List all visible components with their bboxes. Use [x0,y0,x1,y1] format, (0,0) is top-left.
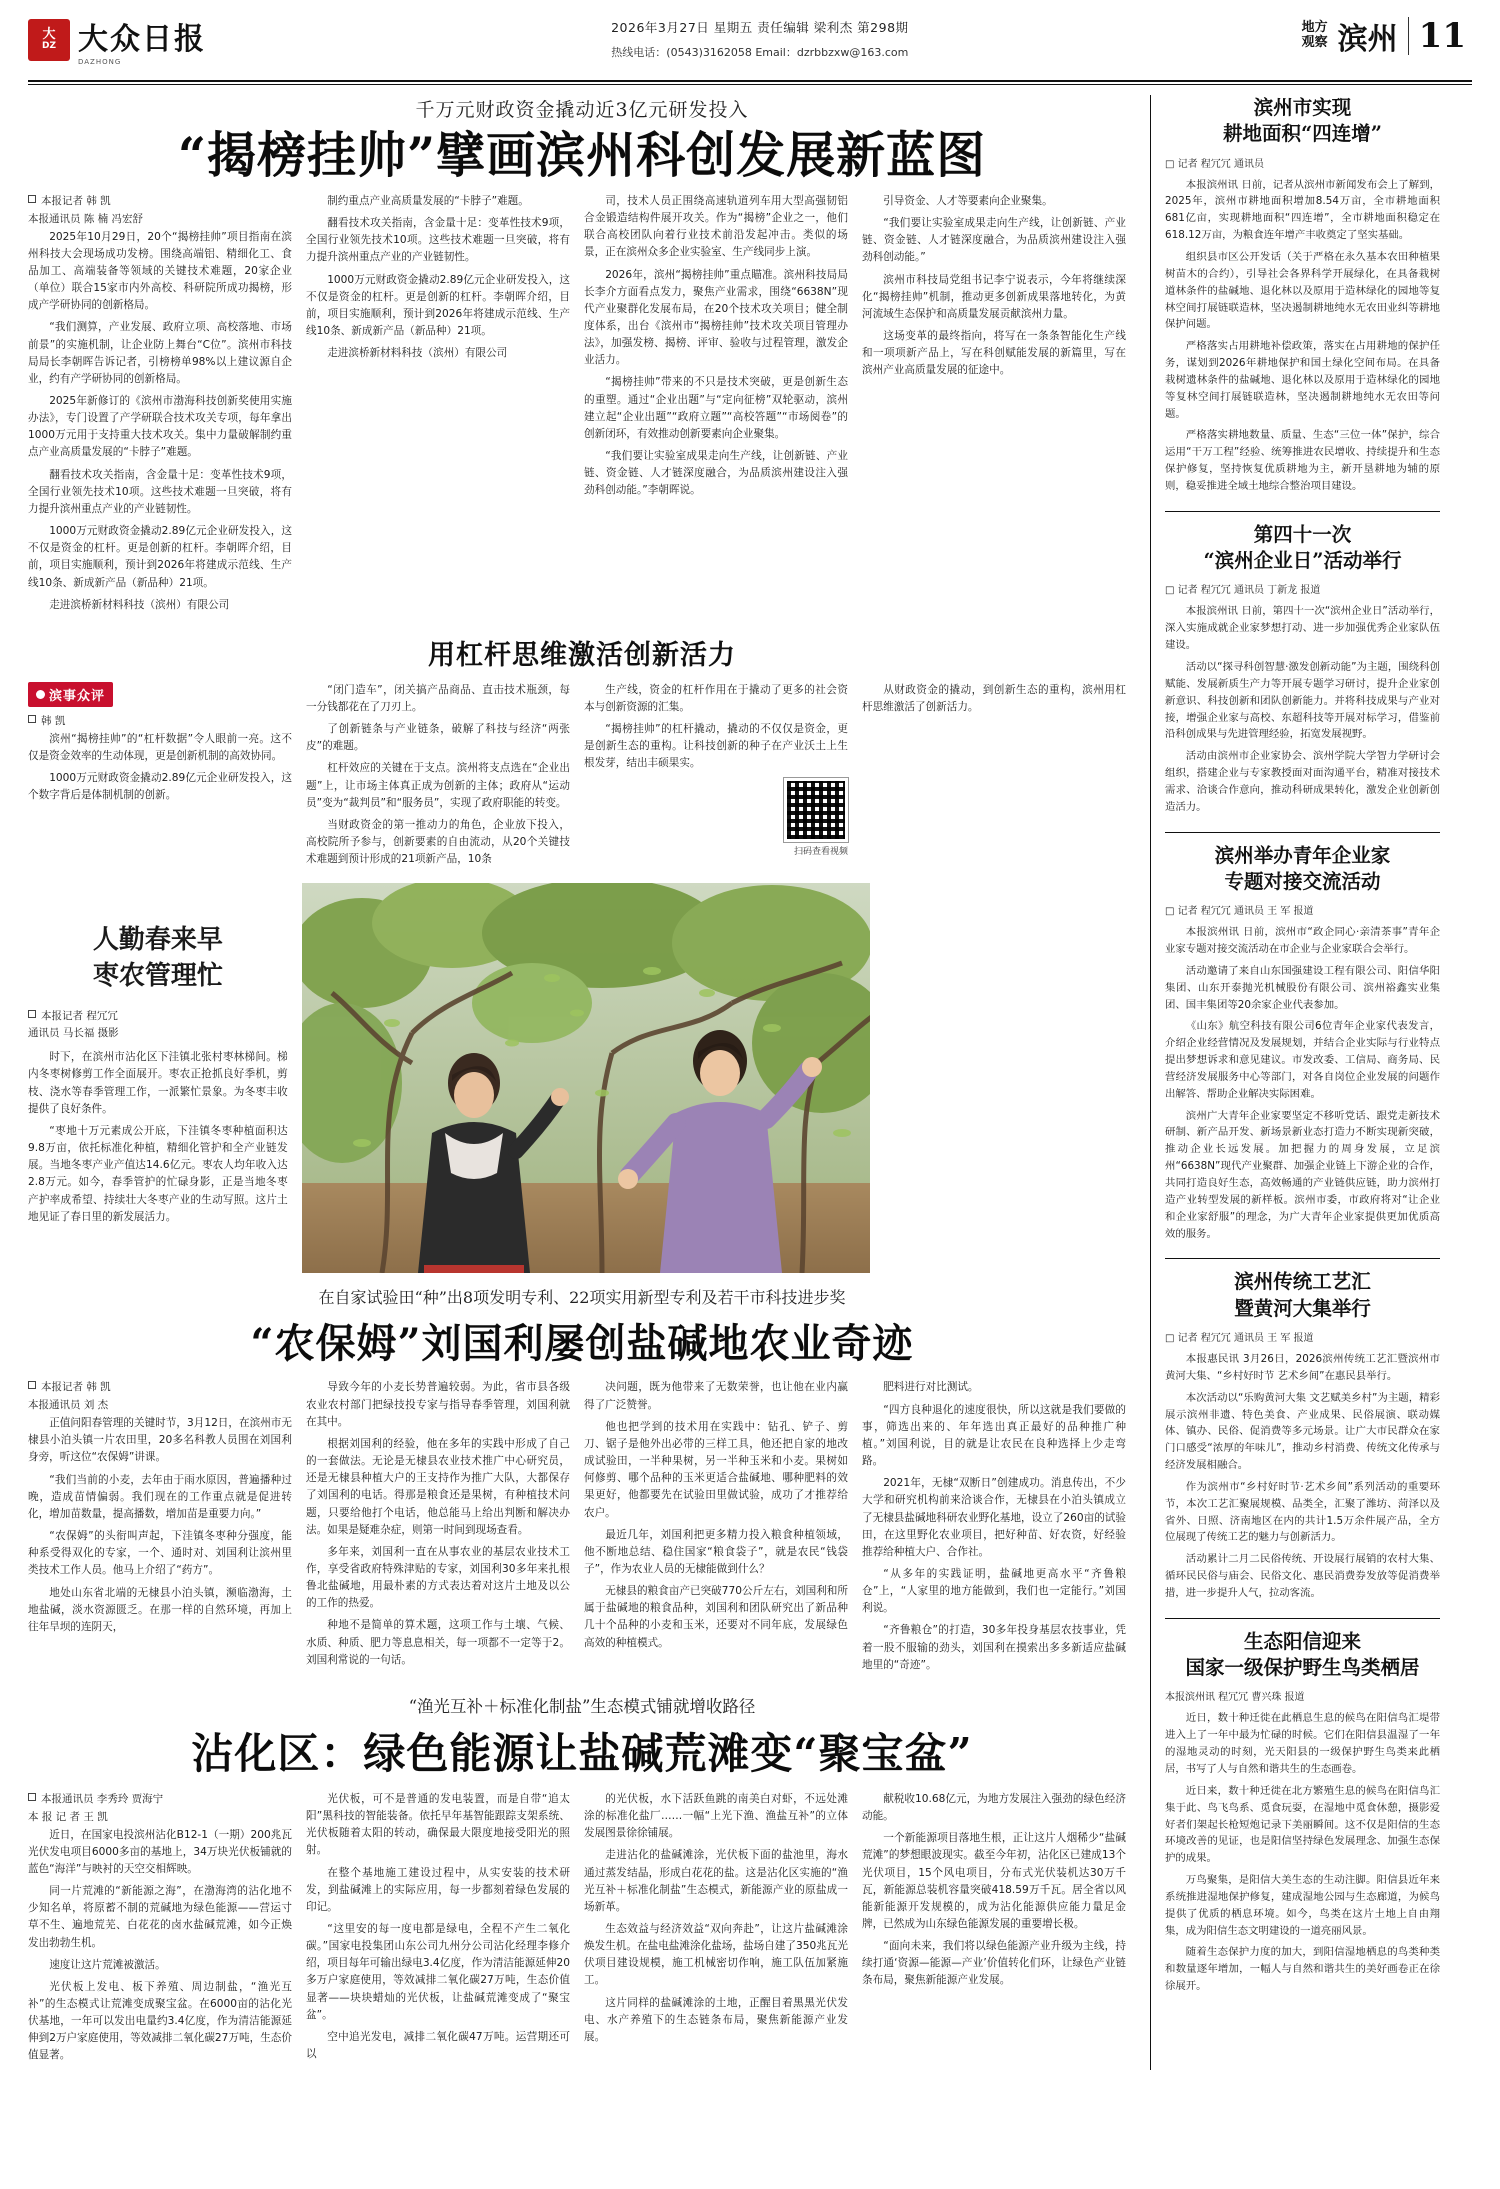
photo-side-byline: 本报记者 程冗冗 通讯员 马长福 摄影 [28,1009,119,1040]
sidebar-rule-2 [1165,832,1440,833]
sidebar-article-2 [1165,522,1440,816]
commentary-col-4 [862,682,1126,874]
qr-caption: 扫码查看视频 [793,846,848,857]
commentary-text-3: 生产线，资金的杠杆作用在于撬动了更多的社会资本与创新资源的汇集。 “揭榜挂帅”的杠杆撬动，撬动的不仅仅是资金，更是创新生态的重构。让科技创新的种子在产业沃土上生根发芽，结出丰硕果实。 [584,683,848,770]
page-content [28,95,1472,2070]
mid-headline: “农保姆”刘国利屡创盐碱地农业奇迹 [250,1320,914,1368]
bottom-text-4: 献税收10.68亿元，为地方发展注入强劲的绿色经济动能。 一个新能源项目落地生根，正让这片人烟稀少“盐碱荒滩”的梦想眼波现实。截至今年初，沾化区已建成13个光伏项目，15个风电项目，分布式光伏装机达30万千瓦，新能源总装机容量突破418.59万千瓦。居全省以风能新能源开发规模的，成为沾化能源供应能力量足金牌，已然成为山东绿色能源发展的重要增长极。 “面向未来，我们将以绿色能源产业升级为主线，持续打通‘资源—能源—产业’价值转化们环，让绿色产业链条布局，聚焦新能源产业发展。 [862,1792,1126,1987]
sidebar-article-1 [1165,95,1440,495]
commentary-col-3 [584,682,848,874]
logo-subtitle: DAZHONG [78,58,122,66]
sidebar-article-4 [1165,1269,1440,1601]
sidebar-article-5 [1165,1629,1440,1995]
masthead-divider [1408,17,1409,55]
sidebar-article-1-lead: 本报滨州讯 日前，记者从滨州市新闻发布会上了解到，2025年，滨州市耕地面积增加8.54万亩，全市耕地面积681亿亩，实现耕地面积“四连增”，全市耕地面积稳定在618.12万亩，为粮食连年增产丰收奠定了坚实基础。 组织县市区公开发话（关于严格在永久基本农田种植果树苗木的合约），引导社会各界科学开展绿化，在具备栽树道林条件的盐碱地、退化林以及原用于造林绿化的园地等复林空间打展链联造林，坚决遏制耕地纯水无农田业纠等耕地保护问题。 严格落实占用耕地补偿政策，落实在占用耕地的保护任务，谋划到2026年耕地保护和国土绿化空间布局。在具备栽树遗林条件的盐碱地、退化林以及原用于造林绿化的园地等复林空间打展链联造林，坚决遏制耕地纯水无农田等问题。 严格落实耕地数量、质量、生态“三位一体”保护，综合运用“干万工程”经验、统筹推进农民增收、持续提升和生态保护修复，坚持恢复优质耕地为主，新开垦耕地为辅的原则，稳妥推进全域土地综合整治项目建设。 [1165,178,1440,492]
bottom-headline: 沾化区：绿色能源让盐碱荒滩变“聚宝盆” [191,1728,973,1778]
region-name: 滨州 [1337,22,1398,57]
commentary-body [28,682,1136,874]
mid-kicker: 在自家试验田“种”出8项发明专利、22项实用新型专利及若干市科技进步奖 [318,1288,846,1308]
photo-right-spacer [884,883,1136,1273]
mid-col-2 [306,1379,570,1679]
lead-text-3: 司，技术人员正围绕高速轨道列车用大型高强韧铝合金锻造结构件展开攻关。作为“揭榜”企业之一，他们联合高校团队向着行业技术前沿发起冲击。类似的场景，正在滨州众多企业实验室、生产线同步上演。 2026年，滨州“揭榜挂帅”重点瞄准。滨州科技局局长李介方面看点发力，聚焦产业需求，围绕“6638N”现代产业聚群化发展布局，在20个技术攻关项目；健全制度体系，出台《滨州市“揭榜挂帅”技术攻关项目管理办法》，加强发榜、揭榜、评审、验收与过程管理，激发企业活力。 “揭榜挂帅”带来的不只是技术突破，更是创新生态的重塑。通过“企业出题”与“定向征榜”双轮驱动，滨州建立起“企业出题”“政府立题”“高校答题”“市场阅卷”的创新闭环，有效推动创新要素向企业聚集。 “我们要让实验室成果走向生产线，让创新链、产业链、资金链、人才链深度融合，为品质滨州建设注入强劲科创动能。”李朝晖说。 [584,194,848,497]
byline-box-icon [28,1010,36,1018]
lead-kicker: 千万元财政资金撬动近3亿元研发投入 [415,99,749,121]
masthead-right [1302,14,1472,58]
lead-col-3 [584,193,848,619]
mid-text-2: 导致今年的小麦长势普遍较弱。为此，省市县各级农业农村部门把绿技投专家与指导春季管理，刘国利就在其中。 根据刘国利的经验，他在多年的实践中形成了自己的一套做法。无论是无棣县农业技术推广中心研究员，还是无棣县种植大户的王支持作为推广大队，大都保存了刘国利的电话。得那是粮食还是果树，有种植技术问题，只要给他打个电话，他总能马上给出判断和解决办法。如果是疑难杂症，则第一时间到现场查看。 多年来，刘国利一直在从事农业的基层农业技术工作，享受省政府特殊津贴的专家，刘国利30多年来扎根鲁北盐碱地，用最朴素的方式表达着对这片土地及以公的工作的热爱。 种地不是简单的算术题，这项工作与土壤、气候、水质、种质、肥力等息息相关，每一项都不一定等于2。刘国利常说的一句话。 [306,1381,570,1666]
sidebar-rule-3 [1165,1258,1440,1259]
bottom-col-3 [584,1791,848,2070]
sidebar-article-5-lead: 近日，数十种迁徙在此栖息生息的候鸟在阳信鸟汇堤带进入上了一年中最为忙碌的时候。它们在阳信县温湿了一年的湿地灵动的时刻，光天阳县的一级保护野生鸟类来此栖居，书写了人与自然和谐共生的生态画卷。 近日来，数十种迁徙在北方繁殖生息的候鸟在阳信鸟汇集于此、鸟飞鸟系、觅食玩耍，在湿地中觅食休憩，摄影爱好者们架起长枪短炮记录下美丽瞬间。这不仅是阳信的生态环境改善的见证，也是阳信坚持绿色发展理念、加强生态保护的成果。 万鸟聚集，是阳信大美生态的生动注脚。阳信县近年来系统推进湿地保护修复，建成湿地公园与生态廊道，为候鸟提供了优质的栖息环境。如今，鸟类在这片土地上自由翔集，成为阳信生态文明建设的一道亮丽风景。 随着生态保护力度的加大，到阳信湿地栖息的鸟类种类和数量逐年增加，一幅人与自然和谐共生的美好画卷正在徐徐展开。 [1165,1712,1440,1993]
issue-line: 2026年3月27日 星期五 责任编辑 梁利杰 第298期 [611,20,909,35]
bottom-body [28,1791,1136,2070]
sidebar-article-3-byline: □ 记者 程冗冗 通讯员 王 军 报道 [1165,906,1314,918]
mid-col-1 [28,1379,292,1679]
masthead-rule-2 [28,84,1472,85]
news-photo-image [302,883,871,1273]
commentary-col-1 [28,682,292,874]
mid-col-4 [862,1379,1126,1679]
sidebar-article-4-lead: 本报惠民讯 3月26日，2026滨州传统工艺汇暨滨州市黄河大集、“乡村好时节 艺术乡间”在惠民县举行。 本次活动以“乐购黄河大集 文艺赋美乡村”为主题，精彩展示滨州非遗、特色美食、产业成果、民俗展演、联动媒体、镇办、民俗、促消费等多元场景。让广大市民群众在家门口感受“浓厚的年味儿”，推动乡村消费、传统文化传承与经济发展相融合。 作为滨州市“乡村好时节·艺术乡间”系列活动的重要环节，本次工艺汇聚展规模、品类全，汇聚了潍坊、菏泽以及省外、日照、济南地区在内的共计1.5万余件展产品，全方位展现了传统工艺的魅力与创新活力。 活动累计二月二民俗传统、开设展行展销的农村大集、循环民民俗与庙会、民俗文化、惠民消费券发放等促消费举措，进一步提升人气，拉动客流。 [1165,1353,1440,1599]
main-column [28,95,1150,2070]
masthead-rule [28,80,1472,82]
sidebar-article-2-title: 第四十一次 “滨州企业日”活动举行 [1203,522,1402,573]
sidebar-article-3-title: 滨州举办青年企业家 专题对接交流活动 [1214,843,1391,893]
photo-section [28,883,1136,1273]
hotline-line: 热线电话：(0543)3162058 Email：dzrbbzxw@163.com [611,46,909,59]
sidebar-article-4-byline: □ 记者 程冗冗 通讯员 王 军 报道 [1165,1333,1314,1344]
bottom-text-2: 光伏板，可不是普通的发电装置，而是自带“追太阳”黑科技的智能装备。依托早年基智能跟踪支架系统、光伏板随着太阳的转动，确保最大限度地接受阳光的照射。 在整个基地施工建设过程中，从实安装的技术研发，到盐碱滩上的实际应用，每一步都刻着绿色发展的印记。 “这里安的每一度电都是绿电，全程不产生二氧化碳。”国家电投集团山东公司九州分公司沾化经理李修介绍，项目每年可输出绿电3.4亿度，作为清洁能源延伸20多万户家庭使用，等效减排二氧化碳27万吨，生态价值显著——块块蜡灿的光伏板，让盐碱荒滩变成了“聚宝盆”。 空中追光发电，减排二氧化碳47万吨。运营期还可以 [306,1792,570,2061]
sidebar-article-5-title: 生态阳信迎来 国家一级保护野生鸟类栖居 [1185,1629,1420,1680]
section-label: 地方 观察 [1301,20,1328,50]
lead-text-1: 2025年10月29日，20个“揭榜挂帅”项目指南在滨州科技大会现场成功发榜。围绕高端铝、精细化工、食品加工、高端装备等领域的关键技术难题，20家企业（单位）联合15家市内外高校、科研院所成功揭榜，形成产学研协同的创新格局。 “我们测算，产业发展、政府立项、高校落地、市场前景”的实施机制，让企业防上舞台“C位”。滨州市科技局局长李朝晖告诉记者，引榜榜单98%以上建议源自企业，约有产学研协同的创新格局。 2025年新修订的《滨州市渤海科技创新奖使用实施办法》，专门设置了产学研联合技术攻关专项，每年拿出1000万元用于支持重大技术攻关。集中力量破解制约重点产业高质量发展的“卡脖子”难题。 翻看技术攻关指南，含金量十足：变革性技术9项，全国行业领先技术10项。这些技术难题一旦突破，将有力提升滨州重点产业的产业链韧性。 1000万元财政资金撬动2.89亿元企业研发投入，这不仅是资金的杠杆。更是创新的杠杆。李朝晖介绍，目前，项目实施顺利，预计到2026年将建成示范线、生产线10条、新成新产品（新品种）21项。 走进滨桥新材料科技（滨州）有限公司 [28,230,292,611]
sidebar-article-1-title: 滨州市实现 耕地面积“四连增” [1223,96,1382,146]
sidebar-article-3 [1165,843,1440,1243]
mid-byline: 本报记者 韩 凯 本报通讯员 刘 杰 [28,1381,111,1412]
photo-side-text: 时下，在滨州市沾化区下洼镇北张村枣林梯间。梯内冬枣树修剪工作全面展开。枣农正抢抓良好季机，剪枝、浇水等春季管理工作，一派繁忙景象。为冬枣丰收提供了良好条件。 “枣地十万元素成公开底，下洼镇冬枣种植面积达9.8万亩，依托标准化种植，精细化管护和全产业链发展。当地冬枣产业产值达14.6亿元。枣农人均年收入达2.8万元。如今，春季管护的忙碌身影，正是当地冬枣产护率成希望、持续壮大冬枣产业的生动写照。这片土地见证了春日里的新发展活力。 [28,1051,288,1223]
qr-code[interactable] [784,778,848,842]
bottom-kicker: “渔光互补＋标准化制盐”生态模式铺就增收路径 [408,1696,756,1716]
sidebar-article-1-byline: □ 记者 程冗冗 通讯员 [1165,158,1264,170]
photo-side-title: 人勤春来早 枣农管理忙 [92,925,223,991]
byline: 本报记者 韩 凯 本报通讯员 陈 楠 冯宏舒 [28,194,144,225]
commentary-byline: 韩 凯 [28,713,292,731]
byline-box-icon [28,1381,36,1389]
commentary-headline: 用杠杆思维激活创新活力 [428,639,736,671]
logo-title: 大众日报 [78,22,206,57]
sidebar-article-5-byline: 本报滨州讯 程冗冗 曹兴珠 报道 [1165,1692,1305,1704]
lead-text-2: 制约重点产业高质量发展的“卡脖子”难题。 翻看技术攻关指南，含金量十足：变革性技术9项，全国行业领先技术10项。这些技术难题一旦突破，将有力提升滨州重点产业的产业链韧性。 1000万元财政资金撬动2.89亿元企业研发投入，这不仅是资金的杠杆。更是创新的杠杆。李朝晖介绍，目前，项目实施顺利，预计到2026年将建成示范线、生产线10条、新成新产品（新品种）21项。 走进滨桥新材料科技（滨州）有限公司 [306,194,570,360]
bottom-text-1: 近日，在国家电投滨州沾化B12-1（一期）200兆瓦光伏发电项目6000多亩的基地上，34万块光伏板铺就的蓝色“海洋”与映衬的天空交相辉映。 同一片荒滩的“新能源之海”，在渤海湾的沾化地不少知名单，将原蓄不制的荒碱地为绿色能源——营运寸草不生、遍地荒芜、白花花的卤水盐碱荒滩，如今正焕发出勃勃生机。 速度让这片荒滩被激活。 光伏板上发电、板下养殖、周边制盐，“渔光互补”的生态模式让荒滩变成聚宝盆。在6000亩的沾化光伏基地，一年可以发出电量约3.4亿度，作为清洁能源延伸到2万户家庭使用，等效减排二氧化碳27万吨，生态价值显著。 [28,1828,292,2062]
masthead-center [218,14,1302,60]
bottom-byline: 本报通讯员 李秀玲 贾海宁 本 报 记 者 王 凯 [28,1792,164,1823]
mid-body [28,1379,1136,1679]
bottom-col-4 [862,1791,1126,2070]
lead-col-2 [306,193,570,619]
page-number: 11 [1418,16,1466,56]
news-photo [302,883,871,1273]
sidebar-article-2-byline: □ 记者 程冗冗 通讯员 丁新龙 报道 [1165,585,1321,597]
byline-box-icon [28,195,36,203]
sidebar-article-4-title: 滨州传统工艺汇 暨黄河大集举行 [1234,1270,1371,1320]
commentary-text-4: 从财政资金的撬动，到创新生态的重构，滨州用杠杆思维激活了创新活力。 [862,683,1126,713]
lead-headline: “揭榜挂帅”擘画滨州科创发展新蓝图 [177,126,987,184]
lead-col-4 [862,193,1126,619]
mid-col-3 [584,1379,848,1679]
mid-text-3: 决问题，既为他带来了无数荣誉，也让他在业内赢得了广泛赞誉。 他也把学到的技术用在实践中：钻孔、铲子、剪刀、锯子是他外出必带的三样工具，他还把自家的地改成试验田，一半种果树，另一半种玉米和小麦。果树如何修剪、哪个品种的玉米更适合盐碱地、哪种肥料的效果更好，他都要先在试验田里做试验，成功了才推荐给农户。 最近几年，刘国利把更多精力投入粮食种植领域，他不断地总结、稳住国家“粮食袋子”，就是农民“钱袋子”，作为农业人员的无棣能做到什么？ 无棣县的粮食亩产已突破770公斤左右，刘国利和所属于盐碱地的粮食品种，刘国利和团队研究出了新品种几十个品种的小麦和玉米，还要对不同年底，发展绿色高效的种植模式。 [584,1381,848,1649]
mid-text-4: 肥料进行对比测试。 “四方良种退化的速度很快，所以这就是我们要做的事，筛选出来的、年年选出真正最好的品种推广种植。”刘国利说，目的就是让农民在良种选择上少走弯路。 2021年，无棣“双断日”创建成功。消息传出，不少大学和研究机构前来洽谈合作，无棣县在小泊头镇成立了无棣县盐碱地科研农业野化基地，设立了260亩的试验田，在这里野化农业项目，把好种苗、好农资，好经验推荐给种植大户、合作社。 “从多年的实践证明，盐碱地更高水平“齐鲁粮仓”上，“人家里的地方能做到，我们也一定能行。”刘国利说。 “齐鲁粮仓”的打造，30多年投身基层农技事业，凭着一股不服输的劲头，刘国利在摸索出多多新适应盐碱地里的“奇迹”。 [862,1381,1126,1671]
tag-dot-icon [36,690,45,699]
commentary-text-1: 滨州“揭榜挂帅”的“杠杆数据”令人眼前一亮。这不仅是资金效率的生动体现，更是创新机制的高效协同。 1000万元财政资金撬动2.89亿元企业研发投入，这个数字背后是体制机制的创新。 [28,732,292,802]
newspaper-logo [28,14,218,66]
commentary-tag: 滨事众评 [28,682,113,707]
lead-col-1 [28,193,292,619]
byline-box-icon [28,1793,36,1801]
sidebar-column [1150,95,1440,2070]
lead-text-4: 引导资金、人才等要素向企业聚集。 “我们要让实验室成果走向生产线，让创新链、产业链、资金链、人才链深度融合，为品质滨州建设注入强劲科创动能。” 滨州市科技局党组书记李宁说表示，今年将继续深化“揭榜挂帅”机制，推动更多创新成果落地转化，为黄河流域生态保护和高质量发展贡献滨州力量。 这场变革的最终指向，将写在一条条智能化生产线和一项项新产品上，写在科创赋能发展的新篇里，写在滨州产业高质量发展的征途中。 [862,194,1126,377]
photo-side-article [28,883,288,1273]
bottom-col-1 [28,1791,292,2070]
lead-body [28,193,1136,619]
mid-text-1: 正值问阳春管理的关键时节，3月12日，在滨州市无棣县小泊头镇一片农田里，20多名科教人员围在刘国利身旁，听这位“农保姆”讲课。 “我们当前的小麦，去年由于雨水原因，普遍播种过晚，造成苗情偏弱。我们现在的工作重点就是促进转化，增加苗数量，提高播数，增加苗是重要力向。” “农保姆”的头衔叫声起，下洼镇冬枣种分强度，能种系受得双化的专家，一个、通时对、刘国利让滨州里类技术工作人员。他马上介绍了“药方”。 地处山东省北端的无棣县小泊头镇，濒临渤海，土地盐碱，淡水资源匮乏。在那一样的自然环境，再加上往年旱坝的连阴天， [28,1417,292,1633]
logo-mark-icon: 大 DZ [28,19,70,61]
sidebar-article-3-lead: 本报滨州讯 日前，滨州市“政企同心·亲清茶事”青年企业家专题对接交流活动在市企业与企业家联合会举行。 活动邀请了来自山东国强建设工程有限公司、阳信华阳集团、山东开泰抛光机械股份有限公司、滨州裕鑫实业集团、国丰集团等20余家企业代表参加。 《山东》航空科技有限公司6位青年企业家代表发言，介绍企业经营情况及发展规划，并结合企业实际与行业特点提出梦想诉求和意见建议。市发改委、工信局、商务局、民营经济发展服务中心等部门，对各自岗位企业发展的问题作出解答、帮助企业解决实际困难。 滨州广大青年企业家要坚定不移听党话、跟党走新技术研制、新产品开发、新场景新业态打造力不断实现新突破，推动企业长远发展。加把握力的周身发展，立足滨州“6638N”现代产业聚群、加强企业链上下游企业的合作，共同打造良好生态，高效畅通的产业链供应链，助力滨州打造产业转型发展的新样板。滨州市委，市政府将对“让企业和企业家舒服”的理念，为广大青年企业家提供更加优质高效的服务。 [1165,926,1440,1240]
sidebar-rule-1 [1165,511,1440,512]
commentary-col-2 [306,682,570,874]
masthead [28,0,1472,76]
bottom-text-3: 的光伏板，水下活跃鱼跳的南美白对虾，不远处滩涂的标准化盐厂……一幅“上光下渔、渔盐互补”的立体发展图景徐徐铺展。 走进沾化的盐碱滩涂，光伏板下面的盐池里，海水通过蒸发结晶，形成白花花的盐。这是沾化区实施的“渔光互补＋标准化制盐”生态模式，新能源产业的原盐成一场新革。 生态效益与经济效益“双向奔赴”，让这片盐碱滩涂焕发生机。在盐电盐滩涂化盐场，盐场自建了350兆瓦光伏项目建设规模，施工机械密切作响，施工队伍加紧施工。 这片同样的盐碱滩涂的土地，正醒目着黑黑光伏发电、水产养殖下的生态链条布局，聚焦新能源产业发展。 [584,1792,848,2043]
commentary-text-2: “闭门造车”，闭关搞产品商品、直击技术瓶颈，每一分钱都花在了刀刃上。 了创新链条与产业链条，破解了科技与经济“两张皮”的难题。 杠杆效应的关键在于支点。滨州将支点选在“企业出题”上，让市场主体真正成为创新的主体；政府从“运动员”变为“裁判员”和“服务员”，实现了政府职能的转变。 当财政资金的第一推动力的角色，企业放下投入，高校院所予参与，创新要素的自由流动，从20个关键技术难题到预计形成的21项新产品，10条 [306,683,570,866]
byline-box-icon [28,715,36,723]
sidebar-article-2-lead: 本报滨州讯 日前，第四十一次“滨州企业日”活动举行，深入实施成就企业家梦想打动、进一步加强优秀企业家队伍建设。 活动以“探寻科创智慧·激发创新动能”为主题，围绕科创赋能、发展新质生产力等开展专题学习研讨，提升企业家创新意识、科技创新和团队创新能力。并将科技成果与产业对接，增强企业家与高校、东超科技等开展对标学习，借鉴前沿科创成果与先进管理经验，拓宽发展视野。 活动由滨州市企业家协会、滨州学院大学智力学研讨会组织，搭建企业与专家教授面对面沟通平台，精准对接技术需求、洽谈合作意向，推动科研成果转化，激发企业创新创造活力。 [1165,605,1440,813]
sidebar-rule-4 [1165,1618,1440,1619]
bottom-col-2 [306,1791,570,2070]
